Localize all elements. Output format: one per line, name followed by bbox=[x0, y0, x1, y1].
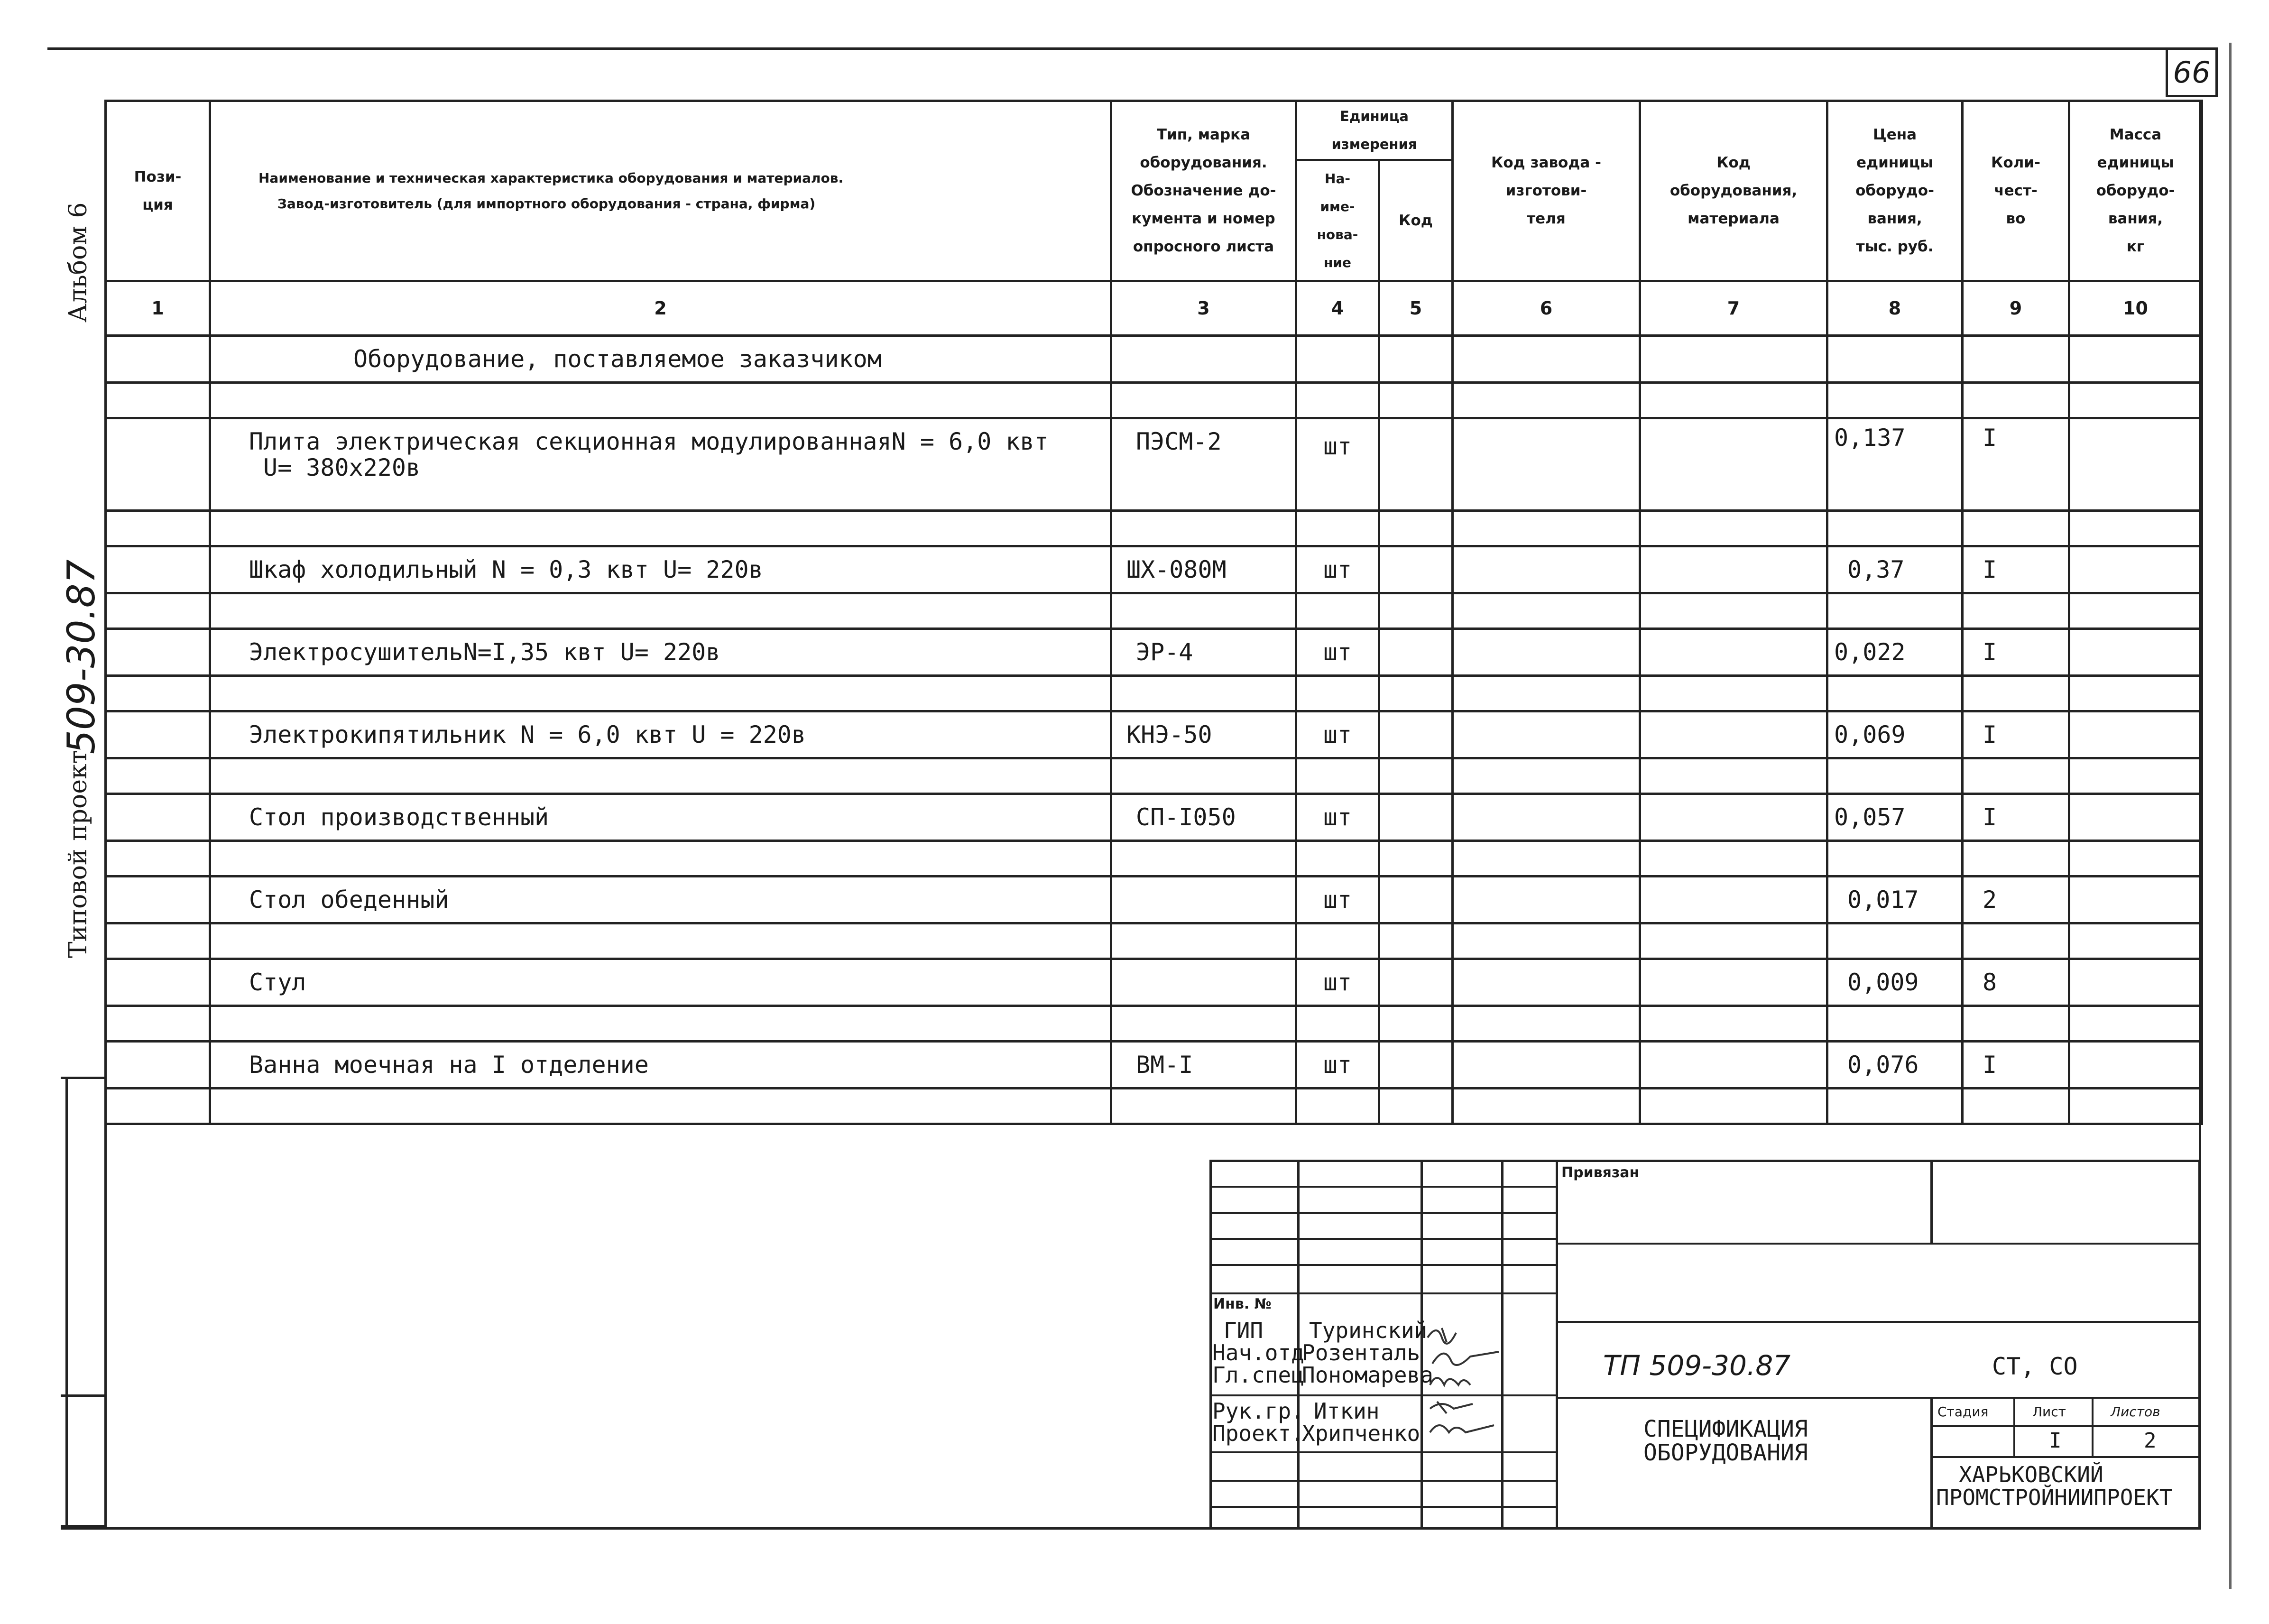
col-number: 3 bbox=[1111, 281, 1296, 336]
item-name: Плита электрическая секционная модулированнаяN = 6,0 квт U= 380х220в bbox=[210, 418, 1111, 511]
sheets-value: 2 bbox=[2144, 1429, 2157, 1453]
header-name: Наименование и техническая характеристика оборудования и материалов. Завод-изготовитель (для импортного оборудования - страна, фирма) bbox=[210, 101, 1111, 281]
item-unit: шт bbox=[1296, 546, 1379, 593]
grid-line bbox=[1209, 1506, 1558, 1508]
sheets-label: Листов bbox=[2111, 1404, 2160, 1420]
section-row bbox=[106, 336, 2202, 383]
item-qty: I bbox=[1963, 711, 2069, 758]
grid-line bbox=[1930, 1160, 1933, 1243]
item-qty: I bbox=[1963, 546, 2069, 593]
item-qty: I bbox=[1963, 794, 2069, 841]
item-unit: шт bbox=[1296, 1042, 1379, 1089]
item-price: 0,022 bbox=[1827, 629, 1963, 676]
item-unit: шт bbox=[1296, 794, 1379, 841]
section-title: Оборудование, поставляемое заказчиком bbox=[210, 336, 1111, 383]
top-border-line bbox=[47, 47, 2210, 50]
table-row bbox=[106, 794, 2202, 841]
item-qty: I bbox=[1963, 1042, 2069, 1089]
header-position: Пози- ция bbox=[106, 101, 210, 281]
header-unit-code: Код bbox=[1379, 160, 1453, 281]
item-qty: 2 bbox=[1963, 877, 2069, 923]
item-qty: 8 bbox=[1963, 959, 2069, 1006]
grid-line bbox=[1209, 1451, 1558, 1453]
right-border-line bbox=[2229, 43, 2232, 1589]
grid-line bbox=[1209, 1264, 1558, 1266]
item-unit: шт bbox=[1296, 711, 1379, 758]
header-type: Тип, марка оборудования. Обозначение до- кумента и номер опросного листа bbox=[1111, 101, 1296, 281]
header-unit: Единица измерения bbox=[1296, 101, 1453, 160]
role-label: Рук.гр. bbox=[1212, 1398, 1304, 1424]
col-number: 4 bbox=[1296, 281, 1379, 336]
item-name: Шкаф холодильный N = 0,3 квт U= 220в bbox=[210, 546, 1111, 593]
col-number: 10 bbox=[2069, 281, 2202, 336]
header-unit-name: На- име- нова- ние bbox=[1296, 160, 1379, 281]
signer-name: Пономарева bbox=[1302, 1362, 1433, 1388]
item-name: Стол производственный bbox=[210, 794, 1111, 841]
grid-line bbox=[1930, 1456, 2201, 1458]
grid-line bbox=[1556, 1321, 2201, 1323]
bound-label: Привязан bbox=[1561, 1164, 1640, 1181]
role-label: Нач.отд bbox=[1212, 1340, 1304, 1366]
table-row bbox=[106, 1042, 2202, 1089]
album-label: Альбом 6 bbox=[64, 202, 92, 323]
doc-code: ТП 509-30.87 bbox=[1603, 1349, 1791, 1382]
item-price: 0,076 bbox=[1827, 1042, 1963, 1089]
doc-mark: СТ, СО bbox=[1992, 1353, 2078, 1380]
grid-line bbox=[1209, 1238, 1558, 1240]
item-unit: шт bbox=[1296, 629, 1379, 676]
grid-line bbox=[1209, 1186, 1558, 1188]
item-price: 0,37 bbox=[1827, 546, 1963, 593]
grid-line bbox=[1209, 1292, 1558, 1294]
header-mass: Масса единицы оборудо- вания, кг bbox=[2069, 101, 2202, 281]
left-stamp-line bbox=[65, 1077, 68, 1527]
item-type: ЭР-4 bbox=[1111, 629, 1296, 676]
org-line-1: ХАРЬКОВСКИЙ bbox=[1959, 1462, 2103, 1487]
inv-label: Инв. № bbox=[1213, 1296, 1272, 1312]
item-type: ВМ-I bbox=[1111, 1042, 1296, 1089]
item-type bbox=[1111, 959, 1296, 1006]
frame-left bbox=[104, 100, 107, 1530]
item-name: Электрокипятильник N = 6,0 квт U = 220в bbox=[210, 711, 1111, 758]
table-row bbox=[106, 418, 2202, 511]
item-type: КНЭ-50 bbox=[1111, 711, 1296, 758]
item-type: ПЭСМ-2 bbox=[1111, 418, 1296, 511]
item-unit: шт bbox=[1296, 959, 1379, 1006]
title-right bbox=[1556, 1160, 2201, 1530]
col-number: 5 bbox=[1379, 281, 1453, 336]
sheet-label: Лист bbox=[2032, 1404, 2066, 1420]
item-type bbox=[1111, 877, 1296, 923]
grid-line bbox=[1930, 1397, 1933, 1530]
project-code-side: 509-30.87 bbox=[59, 559, 103, 754]
item-unit: шт bbox=[1296, 418, 1379, 511]
table-row bbox=[106, 629, 2202, 676]
sheet-value: I bbox=[2049, 1429, 2062, 1453]
signer-name: Розенталь bbox=[1302, 1340, 1420, 1366]
grid-line bbox=[1209, 1212, 1558, 1214]
signatures-icon bbox=[1423, 1319, 1518, 1451]
header-equipment-code: Код оборудования, материала bbox=[1640, 101, 1827, 281]
col-number: 6 bbox=[1453, 281, 1640, 336]
item-price: 0,017 bbox=[1827, 877, 1963, 923]
item-name: Стул bbox=[210, 959, 1111, 1006]
table-row bbox=[106, 959, 2202, 1006]
sheet-number: 66 bbox=[2166, 47, 2218, 97]
grid-line bbox=[1930, 1425, 2201, 1427]
item-name: ЭлектросушительN=I,35 квт U= 220в bbox=[210, 629, 1111, 676]
role-label: Гл.спец bbox=[1212, 1362, 1304, 1388]
grid-line bbox=[2092, 1397, 2094, 1456]
item-price: 0,069 bbox=[1827, 711, 1963, 758]
grid-line bbox=[1556, 1397, 2201, 1399]
stage-label: Стадия bbox=[1937, 1404, 1989, 1420]
role-label: Проект. bbox=[1212, 1421, 1304, 1446]
col-number: 8 bbox=[1827, 281, 1963, 336]
item-unit: шт bbox=[1296, 877, 1379, 923]
item-type: СП-I050 bbox=[1111, 794, 1296, 841]
grid-line bbox=[1209, 1480, 1558, 1482]
specification-table bbox=[104, 100, 2203, 1125]
org-line-2: ПРОМСТРОЙНИИПРОЕКТ bbox=[1936, 1485, 2173, 1510]
col-number: 1 bbox=[106, 281, 210, 336]
project-label: Типовой проект bbox=[64, 750, 92, 958]
table-row bbox=[106, 711, 2202, 758]
item-qty: I bbox=[1963, 629, 2069, 676]
item-price: 0,137 bbox=[1827, 418, 1963, 511]
grid-line bbox=[1556, 1243, 2201, 1245]
header-price: Цена единицы оборудо- вания, тыс. руб. bbox=[1827, 101, 1963, 281]
item-name: Ванна моечная на I отделение bbox=[210, 1042, 1111, 1089]
col-number: 7 bbox=[1640, 281, 1827, 336]
doc-title-1: СПЕЦИФИКАЦИЯ bbox=[1643, 1416, 1808, 1442]
signer-name: Иткин bbox=[1314, 1398, 1380, 1424]
item-price: 0,009 bbox=[1827, 959, 1963, 1006]
item-name: Стол обеденный bbox=[210, 877, 1111, 923]
item-type: ШХ-080М bbox=[1111, 546, 1296, 593]
item-price: 0,057 bbox=[1827, 794, 1963, 841]
doc-title-2: ОБОРУДОВАНИЯ bbox=[1643, 1439, 1808, 1466]
signer-name: Туринский bbox=[1309, 1318, 1428, 1343]
header-quantity: Коли- чест- во bbox=[1963, 101, 2069, 281]
header-plant-code: Код завода - изготови- теля bbox=[1453, 101, 1640, 281]
role-label: ГИП bbox=[1224, 1318, 1264, 1343]
grid-line bbox=[2013, 1397, 2015, 1456]
table-row bbox=[106, 877, 2202, 923]
col-number: 2 bbox=[210, 281, 1111, 336]
col-number: 9 bbox=[1963, 281, 2069, 336]
item-qty: I bbox=[1963, 418, 2069, 511]
signer-name: Хрипченко bbox=[1302, 1421, 1420, 1446]
table-row bbox=[106, 546, 2202, 593]
